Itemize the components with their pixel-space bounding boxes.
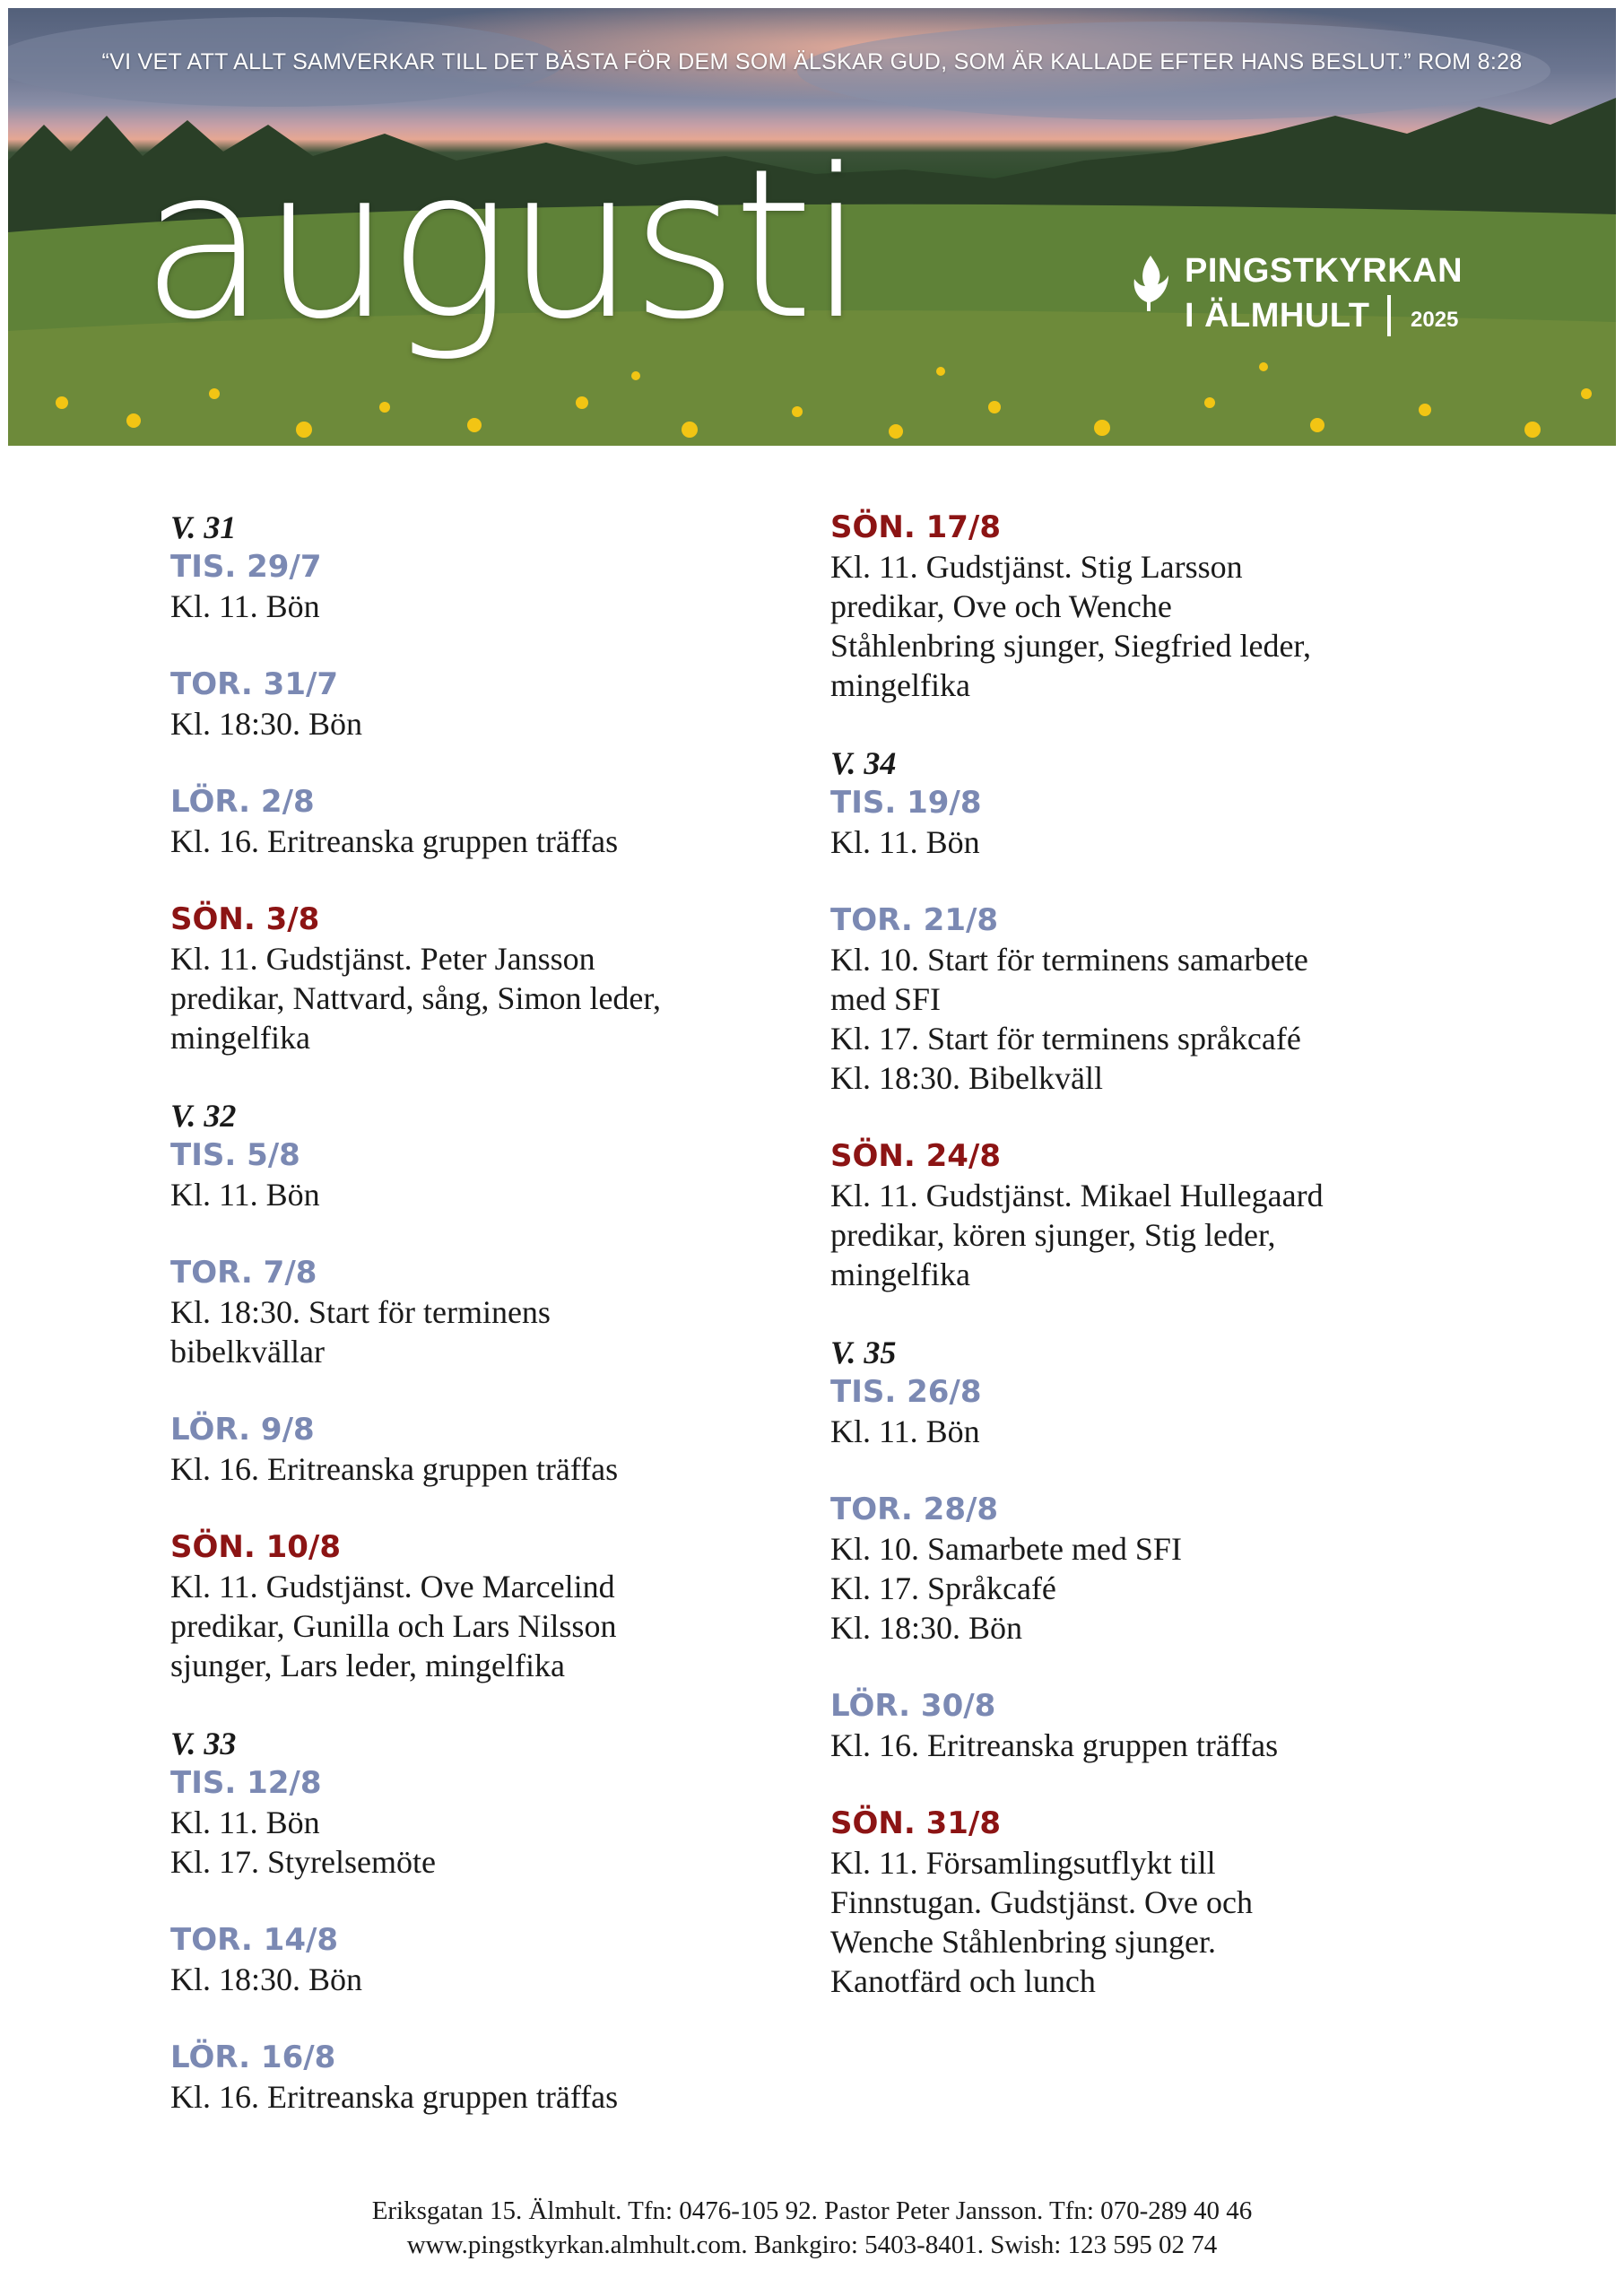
event-date: TIS. 5/8 <box>170 1137 300 1173</box>
event-entry <box>170 1253 762 1371</box>
event-entry <box>170 1410 762 1489</box>
event-entry <box>170 665 762 744</box>
event-line: Kl. 18:30. Bibelkväll <box>830 1060 1103 1096</box>
event-line: Wenche Ståhlenbring sjunger. <box>830 1924 1216 1960</box>
event-line: Finnstugan. Gudstjänst. Ove och <box>830 1884 1253 1920</box>
event-line: Kl. 16. Eritreanska gruppen träffas <box>170 1451 619 1487</box>
event-line: Kl. 11. Gudstjänst. Mikael Hullegaard <box>830 1178 1324 1213</box>
event-entry <box>170 547 762 626</box>
event-date: LÖR. 16/8 <box>170 2039 336 2075</box>
event-line: Kl. 10. Samarbete med SFI <box>830 1531 1182 1567</box>
event-entry <box>170 2038 762 2117</box>
event-date: SÖN. 3/8 <box>170 901 320 937</box>
event-line: Kl. 11. Bön <box>830 824 980 860</box>
event-line: Kl. 11. Bön <box>170 588 320 624</box>
event-entry <box>830 1490 1422 1648</box>
event-line: sjunger, Lars leder, mingelfika <box>170 1648 565 1683</box>
event-line: Kl. 11. Gudstjänst. Ove Marcelind <box>170 1569 615 1605</box>
event-date: TIS. 12/8 <box>170 1765 322 1801</box>
event-line: Kl. 16. Eritreanska gruppen träffas <box>830 1727 1279 1763</box>
brand-location: I ÄLMHULT <box>1185 297 1370 335</box>
event-line: Kl. 11. Gudstjänst. Stig Larsson <box>830 549 1243 585</box>
event-line: predikar, kören sjunger, Stig leder, <box>830 1217 1276 1253</box>
event-entry <box>830 900 1422 1098</box>
week-label: V. 34 <box>830 745 897 781</box>
event-date: SÖN. 10/8 <box>170 1529 341 1565</box>
event-line: Kl. 18:30. Bön <box>170 1961 363 1997</box>
event-line: mingelfika <box>170 1020 310 1056</box>
event-entry <box>170 900 762 1057</box>
footer-web-payment: www.pingstkyrkan.almhult.com. Bankgiro: 5403-8401. Swish: 123 595 02 74 <box>406 2231 1218 2259</box>
event-date: TOR. 21/8 <box>830 902 999 938</box>
event-line: Kl. 18:30. Start för terminens <box>170 1294 551 1330</box>
header-banner <box>8 8 1616 446</box>
event-line: med SFI <box>830 981 942 1017</box>
event-line: predikar, Nattvard, sång, Simon leder, <box>170 980 661 1016</box>
event-date: TIS. 29/7 <box>170 549 322 585</box>
event-line: predikar, Ove och Wenche <box>830 588 1172 624</box>
event-line: Kl. 11. Bön <box>170 1177 320 1213</box>
event-line: Kanotfärd och lunch <box>830 1963 1096 1999</box>
event-entry <box>170 782 762 861</box>
event-line: Kl. 11. Bön <box>830 1413 980 1449</box>
event-entry <box>830 1686 1422 1765</box>
event-entry <box>170 1920 762 1999</box>
event-date: LÖR. 2/8 <box>170 784 315 820</box>
event-line: Kl. 18:30. Bön <box>830 1610 1023 1646</box>
event-date: SÖN. 31/8 <box>830 1805 1001 1841</box>
event-entry <box>170 1527 762 1685</box>
footer-contact <box>0 2194 1624 2262</box>
event-entry <box>830 783 1422 862</box>
month-title: augusti <box>141 126 861 365</box>
right-column <box>830 508 1422 2039</box>
event-entry <box>830 508 1422 705</box>
event-date: SÖN. 24/8 <box>830 1138 1001 1174</box>
week-label: V. 35 <box>830 1335 897 1370</box>
week-label: V. 33 <box>170 1726 237 1761</box>
event-line: Kl. 16. Eritreanska gruppen träffas <box>170 2079 619 2115</box>
event-line: Kl. 17. Styrelsemöte <box>170 1844 436 1880</box>
event-date: TOR. 7/8 <box>170 1255 317 1291</box>
event-entry <box>830 1804 1422 2001</box>
event-date: TOR. 31/7 <box>170 666 339 702</box>
event-line: mingelfika <box>830 1257 970 1292</box>
event-line: Kl. 16. Eritreanska gruppen träffas <box>170 823 619 859</box>
event-date: LÖR. 30/8 <box>830 1688 996 1724</box>
event-line: Kl. 18:30. Bön <box>170 706 363 742</box>
event-date: LÖR. 9/8 <box>170 1412 315 1448</box>
event-line: bibelkvällar <box>170 1334 325 1370</box>
bible-quote: “VI VET ATT ALLT SAMVERKAR TILL DET BÄSTA FÖR DEM SOM ÄLSKAR GUD, SOM ÄR KALLADE EFTER HANS BESLUT.” ROM 8:28 <box>101 49 1523 74</box>
event-line: Kl. 17. Språkcafé <box>830 1570 1056 1606</box>
event-line: Kl. 11. Församlingsutflykt till <box>830 1845 1216 1881</box>
event-date: SÖN. 17/8 <box>830 509 1001 545</box>
event-line: Kl. 10. Start för terminens samarbete <box>830 942 1308 978</box>
event-date: TIS. 19/8 <box>830 785 982 821</box>
event-entry <box>170 1135 762 1214</box>
event-date: TIS. 26/8 <box>830 1374 982 1410</box>
week-label: V. 31 <box>170 509 237 545</box>
event-line: mingelfika <box>830 667 970 703</box>
event-line: Kl. 11. Bön <box>170 1805 320 1840</box>
event-entry <box>170 1763 762 1882</box>
left-column <box>170 508 762 2155</box>
dove-flame-icon <box>1131 252 1170 315</box>
brand-divider <box>1387 295 1391 336</box>
brand-name: PINGSTKYRKAN <box>1185 252 1463 290</box>
event-date: TOR. 28/8 <box>830 1492 999 1527</box>
event-line: predikar, Gunilla och Lars Nilsson <box>170 1608 617 1644</box>
event-line: Kl. 11. Gudstjänst. Peter Jansson <box>170 941 595 977</box>
event-entry <box>830 1136 1422 1294</box>
footer-address: Eriksgatan 15. Älmhult. Tfn: 0476-105 92. Pastor Peter Jansson. Tfn: 070-289 40 46 <box>371 2196 1253 2225</box>
week-label: V. 32 <box>170 1098 237 1134</box>
event-date: TOR. 14/8 <box>170 1922 339 1958</box>
brand-year: 2025 <box>1411 308 1459 332</box>
event-entry <box>830 1372 1422 1451</box>
event-line: Kl. 17. Start för terminens språkcafé <box>830 1021 1301 1057</box>
event-line: Ståhlenbring sjunger, Siegfried leder, <box>830 628 1311 664</box>
